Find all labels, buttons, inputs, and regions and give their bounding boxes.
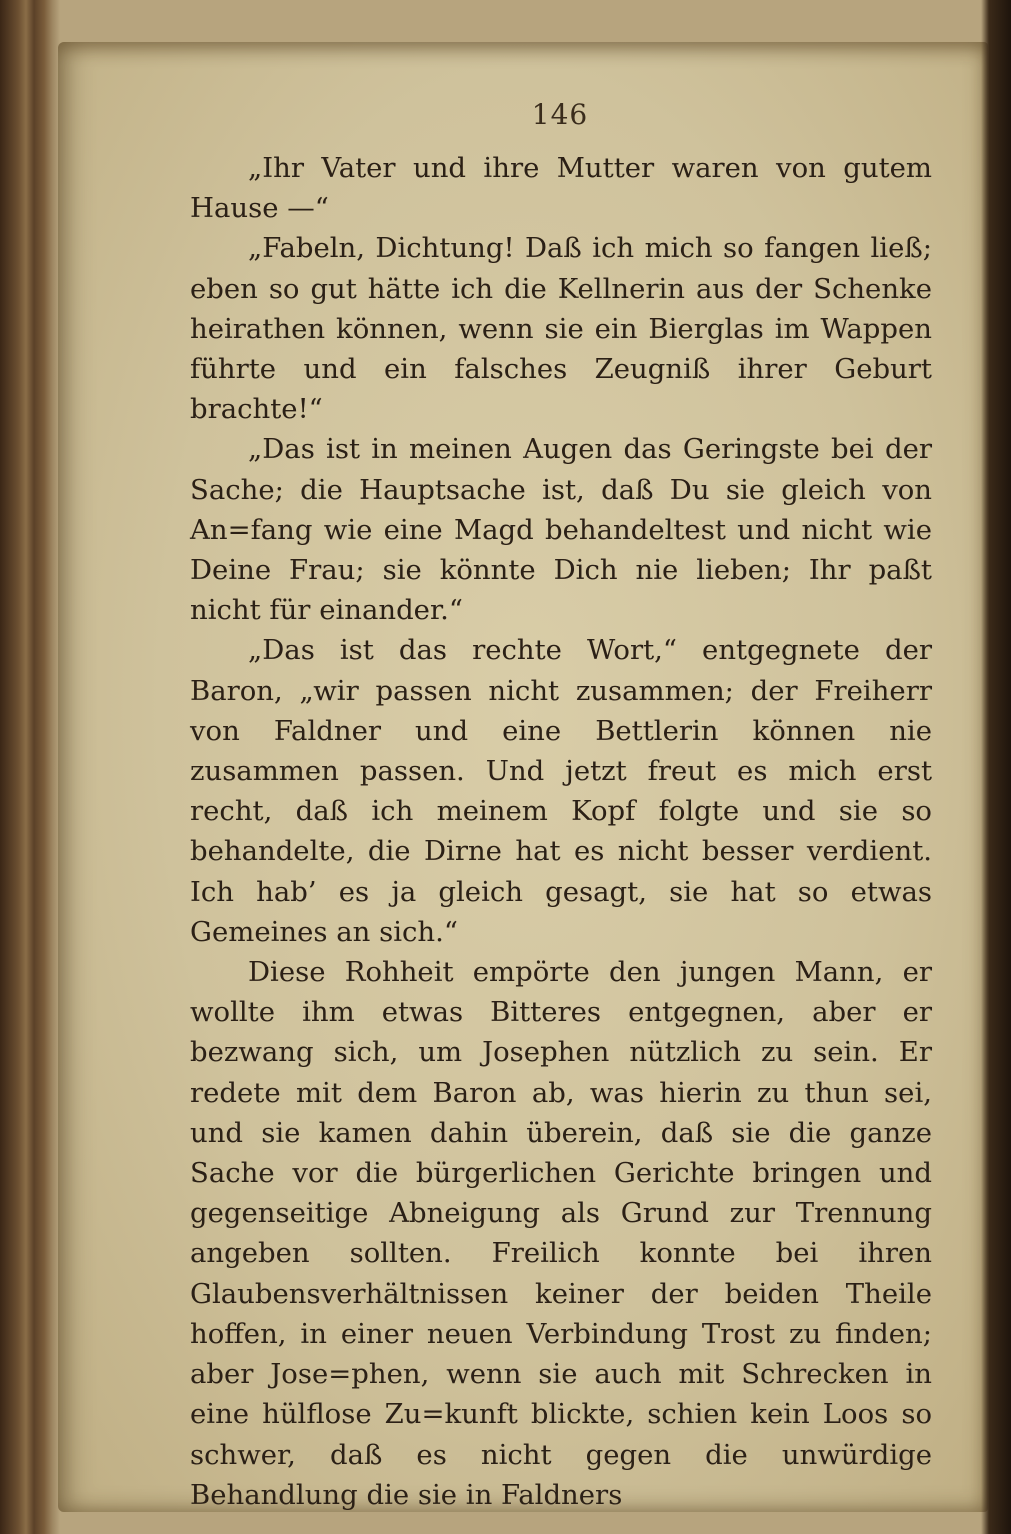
paragraph-1: „Ihr Vater und ihre Mutter waren von gutem Hause —“ (190, 152, 932, 225)
paragraph-3: „Das ist in meinen Augen das Geringste bei der Sache; die Hauptsache ist, daß Du sie gleich von An=fang wie eine Magd behandeltest und nicht wie Deine Frau; sie könnte Dich nie lieben; Ihr paßt nicht für einander.“ (190, 433, 932, 627)
paragraph-2: „Fabeln, Dichtung! Daß ich mich so fangen ließ; eben so gut hätte ich die Kellnerin aus der Schenke heirathen können, wenn sie ein Bierglas im Wappen führte und ein falsches Zeugniß ihrer Geburt brachte!“ (190, 232, 932, 426)
paragraph-4: „Das ist das rechte Wort,“ entgegnete der Baron, „wir passen nicht zusammen; der Freiherr von Faldner und eine Bettlerin können nie zusammen passen. Und jetzt freut es mich erst recht, daß ich meinem Kopf folgte und sie so behandelte, die Dirne hat es nicht besser verdient. Ich hab’ es ja gleich gesagt, sie hat so etwas Gemeines an sich.“ (190, 634, 932, 948)
page-text (190, 148, 932, 1515)
paragraph-5: Diese Rohheit empörte den jungen Mann, er wollte ihm etwas Bitteres entgegnen, aber er bezwang sich, um Josephen nützlich zu sein. Er redete mit dem Baron ab, was hierin zu thun sei, und sie kamen dahin überein, daß sie die ganze Sache vor die bürgerlichen Gerichte bringen und gegenseitige Abneigung als Grund zur Trennung angeben sollten. Freilich konnte bei ihren Glaubensverhältnissen keiner der beiden Theile hoffen, in einer neuen Verbindung Trost zu finden; aber Jose=phen, wenn sie auch mit Schrecken in eine hülflose Zu=kunft blickte, schien kein Loos so schwer, daß es nicht gegen die unwürdige Behandlung die sie in Faldners (190, 956, 932, 1511)
book-right-edge (981, 0, 1011, 1534)
page-number: 146 (531, 98, 589, 131)
